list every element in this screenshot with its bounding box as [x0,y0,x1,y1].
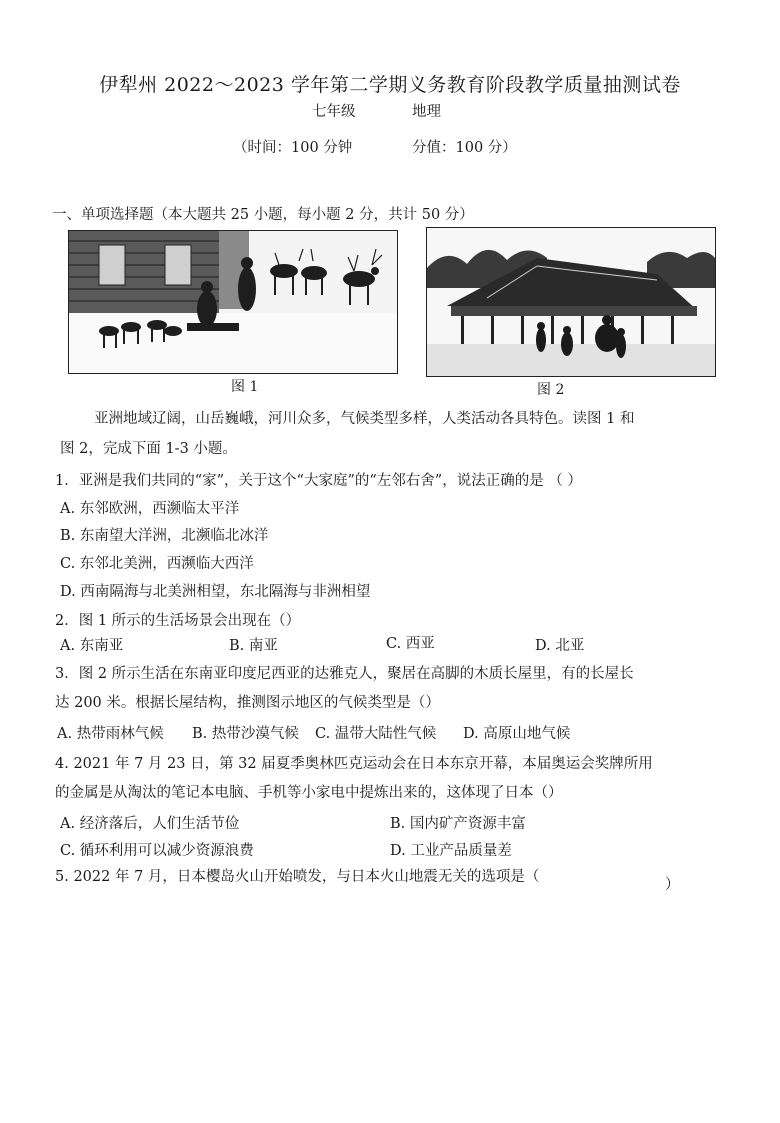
question-3-option-d: D. 高原山地气候 [463,726,571,742]
question-1-option-c: C. 东邻北美洲，西濒临大西洋 [60,556,254,572]
question-3-option-a: A. 热带雨林气候 [57,726,164,742]
question-2-option-d: D. 北亚 [535,638,585,654]
question-3-stem-line-2: 达 200 米。根据长屋结构，推测图示地区的气候类型是（） [55,695,440,711]
question-4-option-b: B. 国内矿产资源丰富 [390,816,526,832]
question-2-option-b: B. 南亚 [229,638,278,654]
question-5-close-paren: ） [665,877,680,893]
intro-line-2: 图 2，完成下面 1-3 小题。 [60,441,237,457]
exam-score: 分值：100 分） [412,140,517,156]
question-2-stem: 2．图 1 所示的生活场景会出现在（） [55,613,301,629]
question-1-option-d: D. 西南隔海与北美洲相望，东北隔海与非洲相望 [60,584,371,600]
question-4-stem-line-1: 4. 2021 年 7 月 23 日，第 32 届夏季奥林匹克运动会在日本东京开幕，本届奥运会奖牌所用 [55,756,653,772]
question-1-option-b: B. 东南望大洋洲，北濒临北冰洋 [60,528,269,544]
subject-label: 地理 [412,104,441,120]
question-1-option-a: A. 东邻欧洲，西濒临太平洋 [60,501,240,517]
question-2-option-c: C. 西亚 [386,636,435,652]
exam-title: 伊犁州 2022～2023 学年第二学期义务教育阶段教学质量抽测试卷 [99,74,681,96]
grade-label: 七年级 [312,104,356,120]
question-4-option-d: D. 工业产品质量差 [390,843,512,859]
figure-1-caption: 图 1 [231,379,259,395]
question-3-option-b: B. 热带沙漠气候 [192,726,299,742]
question-2-option-a: A. 东南亚 [60,638,124,654]
question-3-option-c: C. 温带大陆性气候 [315,726,437,742]
figure-1-image [68,230,398,374]
intro-line-1: 亚洲地域辽阔，山岳巍峨，河川众多，气候类型多样，人类活动各具特色。读图 1 和 [94,411,635,427]
question-3-stem-line-1: 3．图 2 所示生活在东南亚印度尼西亚的达雅克人，聚居在高脚的木质长屋里，有的长屋长 [55,666,634,682]
exam-time: （时间：100 分钟 [233,140,353,156]
figure-2-caption: 图 2 [537,382,565,398]
question-4-option-a: A. 经济落后，人们生活节俭 [60,816,240,832]
question-1-stem: 1．亚洲是我们共同的“家”，关于这个“大家庭”的“左邻右舍”，说法正确的是 （ ） [55,473,582,489]
question-5-stem: 5. 2022 年 7 月，日本樱岛火山开始喷发，与日本火山地震无关的选项是（ [55,869,540,885]
question-4-option-c: C. 循环利用可以减少资源浪费 [60,843,254,859]
figure-2-image [426,227,716,377]
question-4-stem-line-2: 的金属是从淘汰的笔记本电脑、手机等小家电中提炼出来的，这体现了日本（） [55,785,563,801]
section-heading: 一、单项选择题（本大题共 25 小题，每小题 2 分，共计 50 分） [52,207,474,223]
